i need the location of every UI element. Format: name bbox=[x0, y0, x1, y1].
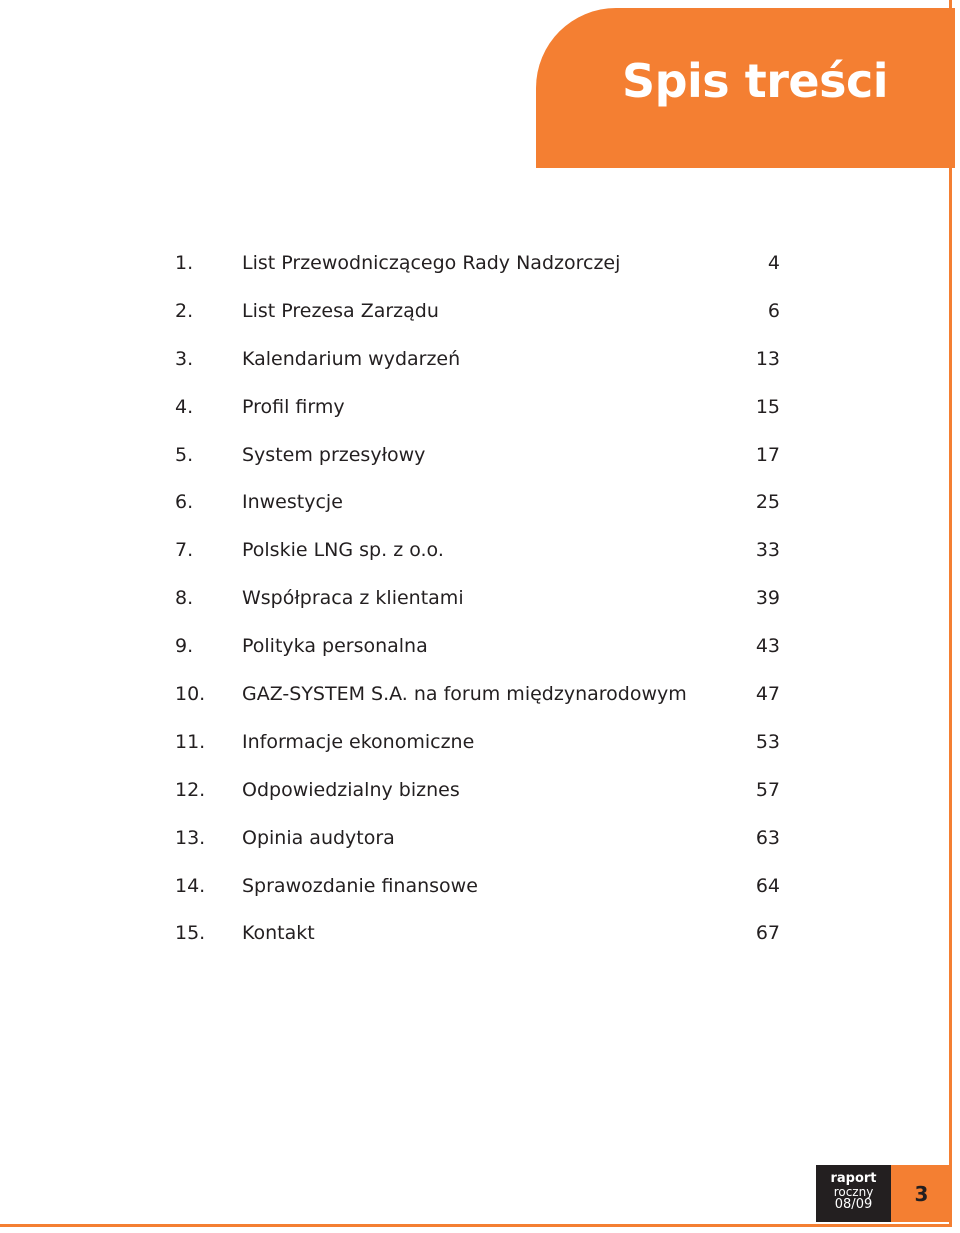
toc-entry-13[interactable] bbox=[175, 827, 780, 875]
toc-entry-14[interactable] bbox=[175, 875, 780, 923]
page-title: Spis treści bbox=[621, 54, 888, 108]
toc-entry-page: 13 bbox=[755, 347, 780, 370]
toc-entry-title: GAZ-SYSTEM S.A. na forum międzynarodowym bbox=[242, 683, 687, 706]
toc-entry-title: Inwestycje bbox=[242, 491, 343, 514]
toc-entry-8[interactable] bbox=[175, 587, 780, 635]
toc-entry-5[interactable] bbox=[175, 444, 780, 492]
toc-entry-page: 43 bbox=[755, 635, 780, 658]
toc-entry-title: List Prezesa Zarządu bbox=[242, 299, 439, 322]
toc-entry-title: Polityka personalna bbox=[242, 635, 428, 658]
badge-line-year: 08/09 bbox=[834, 1197, 873, 1213]
toc-entry-title: Profil firmy bbox=[242, 395, 345, 418]
toc-entry-page: 33 bbox=[755, 539, 780, 562]
toc-entry-number: 7. bbox=[175, 539, 194, 562]
toc-entry-page: 17 bbox=[755, 443, 780, 466]
toc-entry-number: 8. bbox=[175, 587, 194, 610]
toc-entry-6[interactable] bbox=[175, 491, 780, 539]
toc-entry-page: 39 bbox=[755, 587, 780, 610]
toc-entry-number: 12. bbox=[175, 778, 206, 801]
toc-entry-page: 57 bbox=[755, 778, 780, 801]
toc-entry-title: Odpowiedzialny biznes bbox=[242, 778, 460, 801]
table-of-contents bbox=[175, 252, 780, 970]
toc-entry-number: 11. bbox=[175, 730, 206, 753]
toc-entry-title: List Przewodniczącego Rady Nadzorczej bbox=[242, 252, 621, 274]
page-number: 3 bbox=[891, 1165, 952, 1222]
toc-entry-11[interactable] bbox=[175, 731, 780, 779]
toc-entry-title: Opinia audytora bbox=[242, 826, 395, 849]
toc-entry-page: 63 bbox=[755, 826, 780, 849]
toc-entry-10[interactable] bbox=[175, 683, 780, 731]
toc-entry-4[interactable] bbox=[175, 396, 780, 444]
toc-entry-15[interactable] bbox=[175, 922, 780, 970]
toc-entry-page: 25 bbox=[755, 491, 780, 514]
badge-line-roczny: roczny bbox=[833, 1184, 874, 1199]
badge-line-raport: raport bbox=[830, 1171, 877, 1186]
toc-entry-3[interactable] bbox=[175, 348, 780, 396]
toc-entry-title: Sprawozdanie finansowe bbox=[242, 874, 478, 897]
toc-entry-number: 10. bbox=[175, 683, 206, 706]
toc-entry-number: 5. bbox=[175, 443, 194, 466]
toc-entry-number: 3. bbox=[175, 347, 194, 370]
toc-entry-number: 1. bbox=[175, 252, 194, 274]
toc-entry-number: 4. bbox=[175, 395, 194, 418]
toc-entry-title: Kontakt bbox=[242, 922, 315, 945]
toc-entry-number: 2. bbox=[175, 299, 194, 322]
toc-entry-number: 14. bbox=[175, 874, 206, 897]
toc-entry-title: System przesyłowy bbox=[242, 443, 426, 466]
toc-entry-title: Informacje ekonomiczne bbox=[242, 730, 475, 753]
toc-entry-2[interactable] bbox=[175, 300, 780, 348]
toc-entry-page: 53 bbox=[755, 730, 780, 753]
toc-entry-title: Współpraca z klientami bbox=[242, 587, 464, 610]
toc-entry-title: Kalendarium wydarzeń bbox=[242, 347, 461, 370]
report-badge bbox=[816, 1165, 891, 1222]
toc-entry-12[interactable] bbox=[175, 779, 780, 827]
toc-entry-1[interactable] bbox=[175, 252, 780, 300]
toc-entry-page: 6 bbox=[767, 299, 780, 322]
toc-entry-9[interactable] bbox=[175, 635, 780, 683]
toc-entry-page: 47 bbox=[755, 683, 780, 706]
toc-entry-number: 6. bbox=[175, 491, 194, 514]
toc-entry-number: 15. bbox=[175, 922, 206, 945]
toc-entry-page: 64 bbox=[755, 874, 780, 897]
toc-entry-page: 15 bbox=[755, 395, 780, 418]
toc-entry-title: Polskie LNG sp. z o.o. bbox=[242, 539, 444, 562]
toc-entry-7[interactable] bbox=[175, 539, 780, 587]
toc-entry-page: 67 bbox=[755, 922, 780, 945]
toc-entry-number: 9. bbox=[175, 635, 194, 658]
toc-entry-number: 13. bbox=[175, 826, 206, 849]
toc-entry-page: 4 bbox=[767, 252, 780, 274]
